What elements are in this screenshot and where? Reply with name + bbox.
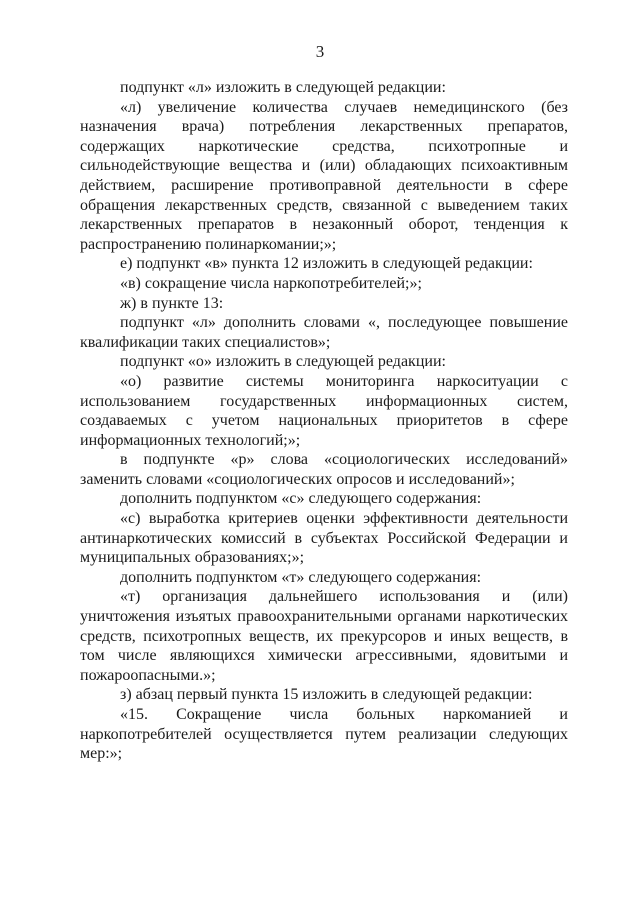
paragraph: ж) в пункте 13:: [120, 294, 224, 312]
paragraph: «с) выработка критериев оценки эффективности деятельности антинаркотических комиссий в субъектах Российской Федерации и муниципальных образованиях;»;: [80, 510, 568, 567]
paragraph: в подпункте «р» слова «социологических исследований» заменить словами «социологических опросов и исследований»;: [80, 451, 568, 488]
page-number: 3: [315, 42, 325, 61]
document-body: [80, 78, 568, 764]
paragraph: е) подпункт «в» пункта 12 изложить в следующей редакции:: [120, 255, 533, 273]
paragraph: «в) сокращение числа наркопотребителей;»;: [120, 274, 422, 292]
paragraph: подпункт «о» изложить в следующей редакции:: [120, 353, 446, 371]
paragraph: «15. Сокращение числа больных наркоманией и наркопотребителей осуществляется путем реализации следующих мер:»;: [80, 706, 568, 763]
paragraph: з) абзац первый пункта 15 изложить в следующей редакции:: [120, 686, 533, 704]
paragraph: дополнить подпунктом «с» следующего содержания:: [120, 490, 482, 508]
paragraph: «л) увеличение количества случаев немедицинского (без назначения врача) потребления лекарственных препаратов, содержащих наркотические средства, психотропные и сильнодействующие вещества и (или) обладающих психоактивным действием, расширение противоправной деятельности в сфере обращения лекарственных средств, связанной с выведением таких лекарственных препаратов в незаконный оборот, тенденция к распространению полинаркомании;»;: [80, 98, 568, 253]
paragraph: дополнить подпунктом «т» следующего содержания:: [120, 568, 482, 586]
paragraph: «о) развитие системы мониторинга наркоситуации с использованием государственных информационных систем, создаваемых с учетом национальных приоритетов в сфере информационных технологий;»;: [80, 372, 568, 449]
paragraph: подпункт «л» дополнить словами «, последующее повышение квалификации таких специалистов»;: [80, 314, 568, 351]
paragraph: «т) организация дальнейшего использования и (или) уничтожения изъятых правоохранительными органами наркотических средств, психотропных веществ, их прекурсоров и иных веществ, в том числе являющихся химически агрессивными, ядовитыми и пожароопасными.»;: [80, 588, 568, 684]
paragraph: подпункт «л» изложить в следующей редакции:: [120, 79, 446, 96]
